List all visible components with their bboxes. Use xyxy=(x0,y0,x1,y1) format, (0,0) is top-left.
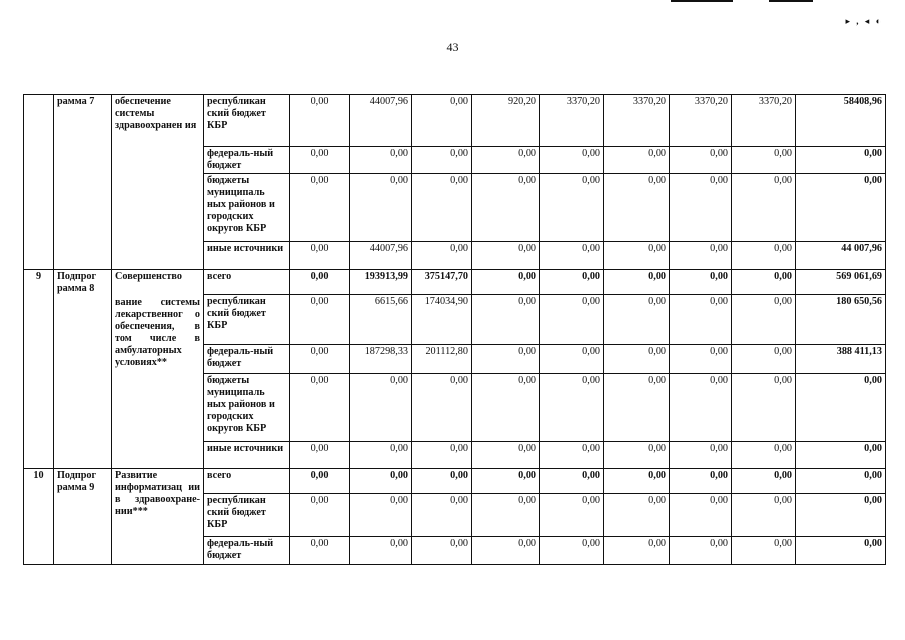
value-cell: 0,00 xyxy=(732,295,796,345)
value-cell: 0,00 xyxy=(350,442,412,469)
value-cell: 0,00 xyxy=(472,295,540,345)
value-cell: 0,00 xyxy=(670,295,732,345)
row-number-cell xyxy=(24,95,54,270)
value-cell: 0,00 xyxy=(290,270,350,295)
value-cell: 0,00 xyxy=(412,494,472,537)
value-cell: 920,20 xyxy=(472,95,540,147)
value-cell: 0,00 xyxy=(472,374,540,442)
value-cell: 0,00 xyxy=(540,147,604,174)
value-cell: 0,00 xyxy=(350,174,412,242)
value-cell: 0,00 xyxy=(540,242,604,270)
value-cell: 0,00 xyxy=(290,469,350,494)
value-cell: 0,00 xyxy=(732,494,796,537)
program-name-cell: рамма 7 xyxy=(54,95,112,270)
value-cell: 0,00 xyxy=(604,494,670,537)
corner-mark: ▸ , ◂ ◐ xyxy=(845,16,883,26)
total-cell: 0,00 xyxy=(796,374,886,442)
funding-source-cell: республикан ский бюджет КБР xyxy=(204,295,290,345)
value-cell: 0,00 xyxy=(290,174,350,242)
value-cell: 0,00 xyxy=(540,494,604,537)
value-cell: 0,00 xyxy=(670,469,732,494)
value-cell: 0,00 xyxy=(670,174,732,242)
value-cell: 0,00 xyxy=(540,345,604,374)
value-cell: 0,00 xyxy=(290,95,350,147)
description-text: вание системы лекарственног о обеспечения, в том числе в амбулаторных условиях** xyxy=(115,297,200,368)
program-description-cell xyxy=(112,469,204,565)
value-cell: 0,00 xyxy=(670,147,732,174)
value-cell: 0,00 xyxy=(412,374,472,442)
value-cell: 375147,70 xyxy=(412,270,472,295)
value-cell: 0,00 xyxy=(732,147,796,174)
value-cell: 0,00 xyxy=(412,95,472,147)
value-cell: 0,00 xyxy=(412,442,472,469)
value-cell: 3370,20 xyxy=(732,95,796,147)
value-cell: 0,00 xyxy=(732,345,796,374)
value-cell: 0,00 xyxy=(604,147,670,174)
value-cell: 0,00 xyxy=(290,537,350,565)
value-cell: 0,00 xyxy=(540,174,604,242)
table-row xyxy=(24,270,886,295)
value-cell: 3370,20 xyxy=(540,95,604,147)
total-cell: 0,00 xyxy=(796,537,886,565)
value-cell: 0,00 xyxy=(604,345,670,374)
total-cell: 44 007,96 xyxy=(796,242,886,270)
funding-source-cell: всего xyxy=(204,469,290,494)
value-cell: 0,00 xyxy=(670,442,732,469)
value-cell: 0,00 xyxy=(472,537,540,565)
page-number: 43 xyxy=(446,40,459,54)
value-cell: 0,00 xyxy=(290,442,350,469)
value-cell: 6615,66 xyxy=(350,295,412,345)
total-cell: 58408,96 xyxy=(796,95,886,147)
value-cell: 0,00 xyxy=(412,174,472,242)
value-cell: 0,00 xyxy=(732,469,796,494)
value-cell: 193913,99 xyxy=(350,270,412,295)
value-cell: 0,00 xyxy=(412,537,472,565)
value-cell: 0,00 xyxy=(604,469,670,494)
value-cell: 0,00 xyxy=(604,174,670,242)
value-cell: 0,00 xyxy=(290,345,350,374)
total-cell: 0,00 xyxy=(796,174,886,242)
value-cell: 0,00 xyxy=(540,295,604,345)
value-cell: 0,00 xyxy=(604,242,670,270)
value-cell: 3370,20 xyxy=(670,95,732,147)
value-cell: 0,00 xyxy=(290,374,350,442)
description-text: Развитие информатизац ии в здравоохране-нии*** xyxy=(115,470,200,517)
value-cell: 3370,20 xyxy=(604,95,670,147)
funding-source-cell: бюджеты муниципаль ных районов и городских округов КБР xyxy=(204,174,290,242)
funding-source-cell: иные источники xyxy=(204,442,290,469)
value-cell: 0,00 xyxy=(732,374,796,442)
value-cell: 0,00 xyxy=(290,147,350,174)
table-row xyxy=(24,469,886,494)
value-cell: 0,00 xyxy=(472,469,540,494)
funding-source-cell: федераль-ный бюджет xyxy=(204,147,290,174)
value-cell: 0,00 xyxy=(472,242,540,270)
value-cell: 201112,80 xyxy=(412,345,472,374)
value-cell: 0,00 xyxy=(604,374,670,442)
value-cell: 0,00 xyxy=(604,295,670,345)
value-cell: 0,00 xyxy=(540,469,604,494)
program-description-cell xyxy=(112,95,204,270)
value-cell: 0,00 xyxy=(540,442,604,469)
funding-source-cell: иные источники xyxy=(204,242,290,270)
value-cell: 0,00 xyxy=(412,469,472,494)
value-cell: 0,00 xyxy=(350,537,412,565)
table-row xyxy=(24,95,886,147)
value-cell: 0,00 xyxy=(732,270,796,295)
value-cell: 0,00 xyxy=(350,494,412,537)
value-cell: 0,00 xyxy=(472,270,540,295)
value-cell: 0,00 xyxy=(350,374,412,442)
value-cell: 0,00 xyxy=(670,242,732,270)
value-cell: 0,00 xyxy=(472,494,540,537)
value-cell: 0,00 xyxy=(670,494,732,537)
value-cell: 0,00 xyxy=(732,174,796,242)
value-cell: 0,00 xyxy=(670,345,732,374)
value-cell: 0,00 xyxy=(604,270,670,295)
funding-source-cell: федераль-ный бюджет xyxy=(204,345,290,374)
value-cell: 0,00 xyxy=(732,537,796,565)
program-description-cell xyxy=(112,270,204,469)
description-first-line: Совершенство xyxy=(115,271,182,282)
value-cell: 0,00 xyxy=(472,345,540,374)
value-cell: 0,00 xyxy=(290,242,350,270)
value-cell: 0,00 xyxy=(732,242,796,270)
funding-source-cell: федераль-ный бюджет xyxy=(204,537,290,565)
description-text: обеспечение системы здравоохранен ия xyxy=(115,96,197,131)
total-cell: 388 411,13 xyxy=(796,345,886,374)
value-cell: 0,00 xyxy=(472,147,540,174)
value-cell: 0,00 xyxy=(604,537,670,565)
total-cell: 0,00 xyxy=(796,494,886,537)
value-cell: 0,00 xyxy=(540,374,604,442)
value-cell: 174034,90 xyxy=(412,295,472,345)
value-cell: 0,00 xyxy=(670,537,732,565)
value-cell: 0,00 xyxy=(412,242,472,270)
value-cell: 0,00 xyxy=(350,147,412,174)
funding-source-cell: всего xyxy=(204,270,290,295)
value-cell: 0,00 xyxy=(472,442,540,469)
row-number-cell: 10 xyxy=(24,469,54,565)
value-cell: 0,00 xyxy=(670,270,732,295)
value-cell: 0,00 xyxy=(540,537,604,565)
value-cell: 0,00 xyxy=(604,442,670,469)
value-cell: 0,00 xyxy=(732,442,796,469)
program-name-cell: Подпрог рамма 8 xyxy=(54,270,112,469)
value-cell: 0,00 xyxy=(350,469,412,494)
funding-source-cell: республикан ский бюджет КБР xyxy=(204,95,290,147)
total-cell: 569 061,69 xyxy=(796,270,886,295)
program-name-cell: Подпрог рамма 9 xyxy=(54,469,112,565)
budget-table xyxy=(23,94,886,565)
total-cell: 0,00 xyxy=(796,442,886,469)
value-cell: 0,00 xyxy=(290,295,350,345)
value-cell: 0,00 xyxy=(540,270,604,295)
funding-source-cell: республикан ский бюджет КБР xyxy=(204,494,290,537)
funding-source-cell: бюджеты муниципаль ных районов и городских округов КБР xyxy=(204,374,290,442)
value-cell: 0,00 xyxy=(472,174,540,242)
value-cell: 44007,96 xyxy=(350,242,412,270)
total-cell: 0,00 xyxy=(796,469,886,494)
row-number-cell: 9 xyxy=(24,270,54,469)
value-cell: 44007,96 xyxy=(350,95,412,147)
value-cell: 0,00 xyxy=(670,374,732,442)
value-cell: 0,00 xyxy=(290,494,350,537)
value-cell: 0,00 xyxy=(412,147,472,174)
total-cell: 0,00 xyxy=(796,147,886,174)
value-cell: 187298,33 xyxy=(350,345,412,374)
total-cell: 180 650,56 xyxy=(796,295,886,345)
